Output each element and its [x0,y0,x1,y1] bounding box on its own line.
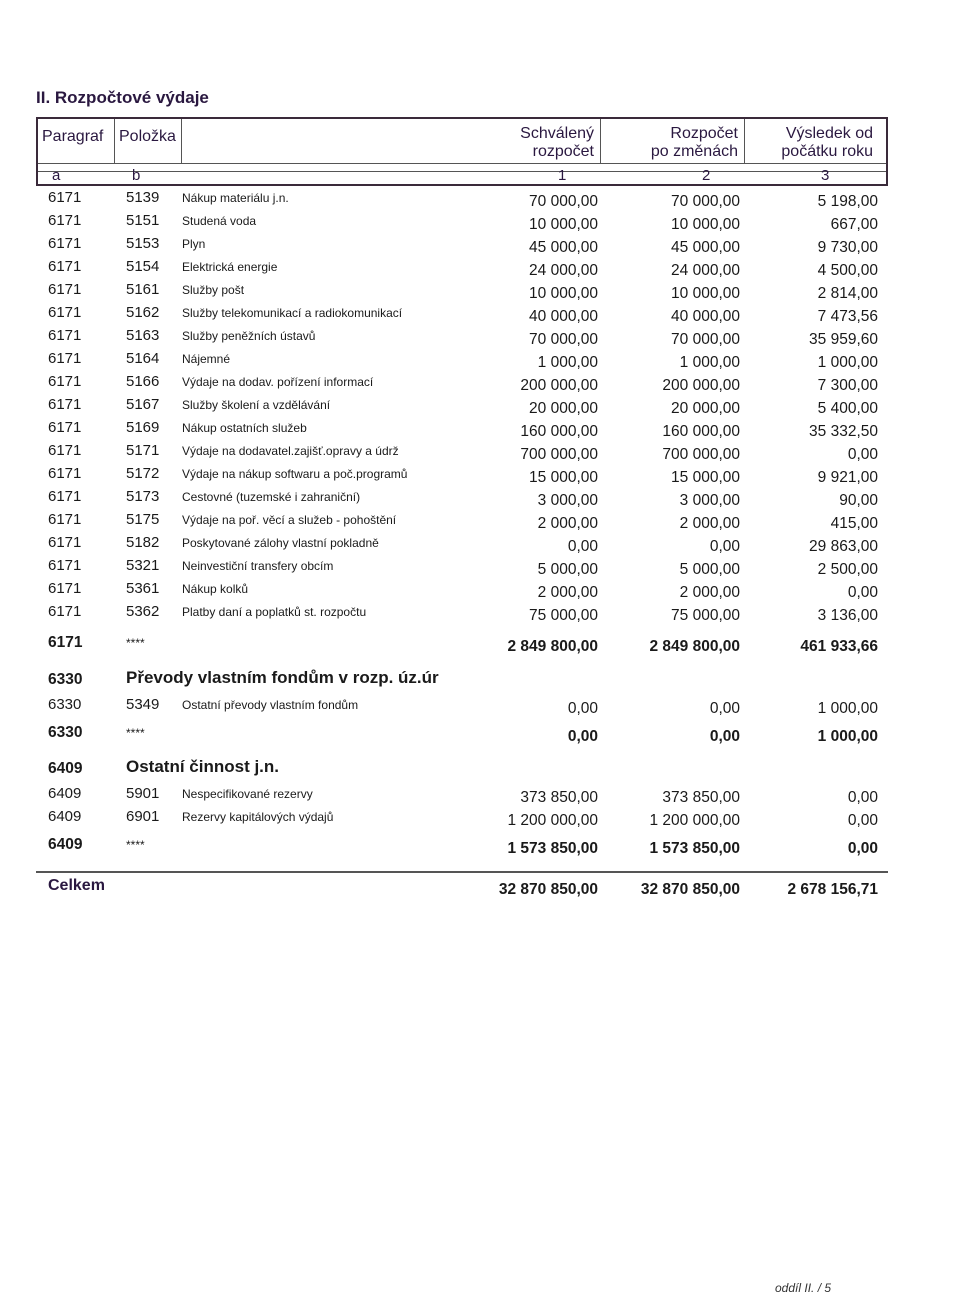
cell-po-zmenach: 0,00 [709,538,740,555]
cell-text: Cestovné (tuzemské i zahraniční) [182,490,361,504]
sum-po-zmenach: 0,00 [709,728,740,745]
cell-paragraf: 6171 [48,488,82,505]
table-row [36,235,888,259]
cell-vysledek: 5 198,00 [817,193,878,210]
sum-polozka: **** [126,838,145,852]
section-heading [36,757,888,781]
cell-po-zmenach: 5 000,00 [679,561,740,578]
cell-text: Poskytované zálohy vlastní pokladně [182,536,379,550]
header-sub-1: 1 [558,167,567,184]
cell-schvaleny: 75 000,00 [529,607,598,624]
cell-vysledek: 1 000,00 [817,354,878,371]
page-footer: oddíl II. / 5 [775,1281,832,1295]
cell-po-zmenach: 40 000,00 [671,308,740,325]
cell-schvaleny: 40 000,00 [529,308,598,325]
total-po-zmenach: 32 870 850,00 [640,881,740,898]
sum-vysledek: 0,00 [847,840,878,857]
header-schvaleny-2: rozpočet [532,143,594,160]
cell-schvaleny: 1 000,00 [537,354,598,371]
cell-paragraf: 6171 [48,465,82,482]
cell-paragraf: 6171 [48,258,82,275]
cell-schvaleny: 10 000,00 [529,285,598,302]
cell-polozka: 5161 [126,281,160,298]
table-row [36,696,888,720]
cell-po-zmenach: 1 200 000,00 [649,812,740,829]
cell-text: Platby daní a poplatků st. rozpočtu [182,605,367,619]
header-sub-b: b [132,167,141,184]
table-row [36,258,888,282]
total-row [36,877,888,901]
cell-paragraf: 6171 [48,373,82,390]
table-row [36,281,888,305]
header-divider [114,119,115,163]
cell-paragraf: 6171 [48,281,82,298]
cell-polozka: 5361 [126,580,160,597]
cell-polozka: 5362 [126,603,160,620]
cell-paragraf: 6171 [48,396,82,413]
cell-text: Nájemné [182,352,231,366]
cell-schvaleny: 70 000,00 [529,331,598,348]
cell-schvaleny: 70 000,00 [529,193,598,210]
header-po-zmenach-1: Rozpočet [670,125,738,142]
cell-paragraf: 6171 [48,511,82,528]
cell-text: Nákup kolků [182,582,249,596]
cell-schvaleny: 160 000,00 [520,423,598,440]
table-row [36,603,888,627]
cell-po-zmenach: 10 000,00 [671,216,740,233]
cell-vysledek: 0,00 [847,812,878,829]
table-row [36,465,888,489]
cell-polozka: 5139 [126,189,160,206]
cell-schvaleny: 2 000,00 [537,515,598,532]
cell-vysledek: 90,00 [839,492,878,509]
table-row [36,488,888,512]
cell-text: Služby pošt [182,283,245,297]
cell-po-zmenach: 200 000,00 [662,377,740,394]
cell-polozka: 5166 [126,373,160,390]
cell-polozka: 5172 [126,465,160,482]
header-sub-3: 3 [821,167,830,184]
cell-vysledek: 35 332,50 [809,423,878,440]
table-row [36,511,888,535]
cell-po-zmenach: 0,00 [709,700,740,717]
header-polozka: Položka [119,128,176,145]
sum-paragraf: 6330 [48,724,83,741]
cell-po-zmenach: 2 000,00 [679,515,740,532]
cell-paragraf: 6171 [48,419,82,436]
cell-polozka: 5171 [126,442,160,459]
cell-po-zmenach: 75 000,00 [671,607,740,624]
cell-schvaleny: 373 850,00 [520,789,598,806]
table-row [36,189,888,213]
sum-po-zmenach: 2 849 800,00 [649,638,740,655]
cell-text: Výdaje na nákup softwaru a poč.programů [182,467,408,481]
table-row [36,785,888,809]
cell-schvaleny: 2 000,00 [537,584,598,601]
cell-polozka: 5163 [126,327,160,344]
sum-schvaleny: 0,00 [567,728,598,745]
cell-po-zmenach: 1 000,00 [679,354,740,371]
table-row [36,327,888,351]
cell-text: Elektrická energie [182,260,278,274]
cell-schvaleny: 0,00 [567,700,598,717]
table-row [36,557,888,581]
cell-schvaleny: 20 000,00 [529,400,598,417]
cell-schvaleny: 15 000,00 [529,469,598,486]
cell-paragraf: 6409 [48,808,82,825]
section-name: Ostatní činnost j.n. [126,757,280,776]
cell-vysledek: 0,00 [847,789,878,806]
cell-paragraf: 6171 [48,304,82,321]
cell-polozka: 5162 [126,304,160,321]
sum-po-zmenach: 1 573 850,00 [649,840,740,857]
table-row [36,304,888,328]
cell-po-zmenach: 70 000,00 [671,193,740,210]
cell-po-zmenach: 70 000,00 [671,331,740,348]
header-vysledek-1: Výsledek od [785,125,873,142]
cell-text: Plyn [182,237,206,251]
cell-po-zmenach: 10 000,00 [671,285,740,302]
cell-polozka: 5321 [126,557,160,574]
cell-po-zmenach: 2 000,00 [679,584,740,601]
cell-vysledek: 1 000,00 [817,700,878,717]
cell-polozka: 5169 [126,419,160,436]
cell-vysledek: 35 959,60 [809,331,878,348]
cell-paragraf: 6171 [48,580,82,597]
cell-po-zmenach: 700 000,00 [662,446,740,463]
cell-vysledek: 0,00 [847,584,878,601]
cell-paragraf: 6330 [48,696,82,713]
cell-vysledek: 415,00 [830,515,878,532]
cell-vysledek: 4 500,00 [817,262,878,279]
cell-paragraf: 6409 [48,785,82,802]
total-divider [36,871,888,873]
cell-po-zmenach: 373 850,00 [662,789,740,806]
cell-text: Výdaje na dodavatel.zajišť.opravy a údrž [182,444,399,458]
section-sum-row [36,836,888,860]
cell-schvaleny: 5 000,00 [537,561,598,578]
table-row [36,350,888,374]
table-header [36,117,888,186]
section-sum-row [36,634,888,658]
cell-paragraf: 6171 [48,327,82,344]
cell-text: Služby školení a vzdělávání [182,398,331,412]
cell-vysledek: 29 863,00 [809,538,878,555]
cell-polozka: 5175 [126,511,160,528]
cell-vysledek: 3 136,00 [817,607,878,624]
cell-paragraf: 6171 [48,557,82,574]
cell-schvaleny: 0,00 [567,538,598,555]
cell-po-zmenach: 160 000,00 [662,423,740,440]
cell-po-zmenach: 15 000,00 [671,469,740,486]
cell-vysledek: 667,00 [830,216,878,233]
sum-paragraf: 6171 [48,634,83,651]
header-divider [181,119,182,163]
header-separator [38,163,886,164]
cell-po-zmenach: 3 000,00 [679,492,740,509]
cell-text: Výdaje na dodav. pořízení informací [182,375,374,389]
cell-polozka: 5164 [126,350,160,367]
cell-vysledek: 9 730,00 [817,239,878,256]
cell-text: Neinvestiční transfery obcím [182,559,334,573]
cell-po-zmenach: 20 000,00 [671,400,740,417]
sum-polozka: **** [126,636,145,650]
cell-vysledek: 7 300,00 [817,377,878,394]
cell-paragraf: 6171 [48,350,82,367]
cell-paragraf: 6171 [48,235,82,252]
total-vysledek: 2 678 156,71 [787,881,878,898]
header-vysledek-2: počátku roku [781,143,873,160]
sum-vysledek: 1 000,00 [817,728,878,745]
cell-polozka: 5151 [126,212,160,229]
cell-paragraf: 6171 [48,189,82,206]
cell-vysledek: 9 921,00 [817,469,878,486]
cell-text: Nákup materiálu j.n. [182,191,289,205]
cell-schvaleny: 1 200 000,00 [507,812,598,829]
header-sub-2: 2 [702,167,711,184]
cell-text: Rezervy kapitálových výdajů [182,810,334,824]
cell-paragraf: 6171 [48,442,82,459]
cell-schvaleny: 45 000,00 [529,239,598,256]
cell-paragraf: 6171 [48,534,82,551]
header-paragraf: Paragraf [42,128,104,145]
cell-text: Nespecifikované rezervy [182,787,313,801]
cell-schvaleny: 3 000,00 [537,492,598,509]
cell-polozka: 5154 [126,258,160,275]
cell-polozka: 5182 [126,534,160,551]
cell-polozka: 5173 [126,488,160,505]
section-code: 6409 [48,760,83,777]
cell-vysledek: 2 814,00 [817,285,878,302]
table-row [36,419,888,443]
total-label: Celkem [48,877,105,894]
cell-po-zmenach: 45 000,00 [671,239,740,256]
cell-text: Služby telekomunikací a radiokomunikací [182,306,403,320]
table-row [36,396,888,420]
cell-schvaleny: 10 000,00 [529,216,598,233]
cell-vysledek: 0,00 [847,446,878,463]
table-row [36,212,888,236]
cell-polozka: 5153 [126,235,160,252]
sum-schvaleny: 1 573 850,00 [507,840,598,857]
section-name: Převody vlastním fondům v rozp. úz.úr [126,668,439,687]
cell-text: Studená voda [182,214,257,228]
section-sum-row [36,724,888,748]
cell-paragraf: 6171 [48,603,82,620]
cell-polozka: 5167 [126,396,160,413]
sum-schvaleny: 2 849 800,00 [507,638,598,655]
cell-vysledek: 2 500,00 [817,561,878,578]
cell-polozka: 5349 [126,696,160,713]
table-row [36,442,888,466]
page-title: II. Rozpočtové výdaje [36,88,209,107]
cell-polozka: 6901 [126,808,160,825]
cell-paragraf: 6171 [48,212,82,229]
header-separator [38,171,886,172]
sum-paragraf: 6409 [48,836,83,853]
header-sub-a: a [52,167,61,184]
cell-po-zmenach: 24 000,00 [671,262,740,279]
table-row [36,534,888,558]
header-po-zmenach-2: po změnách [650,143,738,160]
header-schvaleny-1: Schválený [520,125,594,142]
table-row [36,808,888,832]
cell-text: Služby peněžních ústavů [182,329,316,343]
cell-schvaleny: 700 000,00 [520,446,598,463]
cell-polozka: 5901 [126,785,160,802]
cell-vysledek: 5 400,00 [817,400,878,417]
sum-polozka: **** [126,726,145,740]
sum-vysledek: 461 933,66 [800,638,878,655]
table-row [36,373,888,397]
total-schvaleny: 32 870 850,00 [498,881,598,898]
section-heading [36,668,888,692]
table-row [36,580,888,604]
cell-schvaleny: 200 000,00 [520,377,598,394]
cell-vysledek: 7 473,56 [817,308,878,325]
cell-schvaleny: 24 000,00 [529,262,598,279]
cell-text: Nákup ostatních služeb [182,421,307,435]
cell-text: Ostatní převody vlastním fondům [182,698,359,712]
section-code: 6330 [48,671,83,688]
cell-text: Výdaje na poř. věcí a služeb - pohoštění [182,513,397,527]
